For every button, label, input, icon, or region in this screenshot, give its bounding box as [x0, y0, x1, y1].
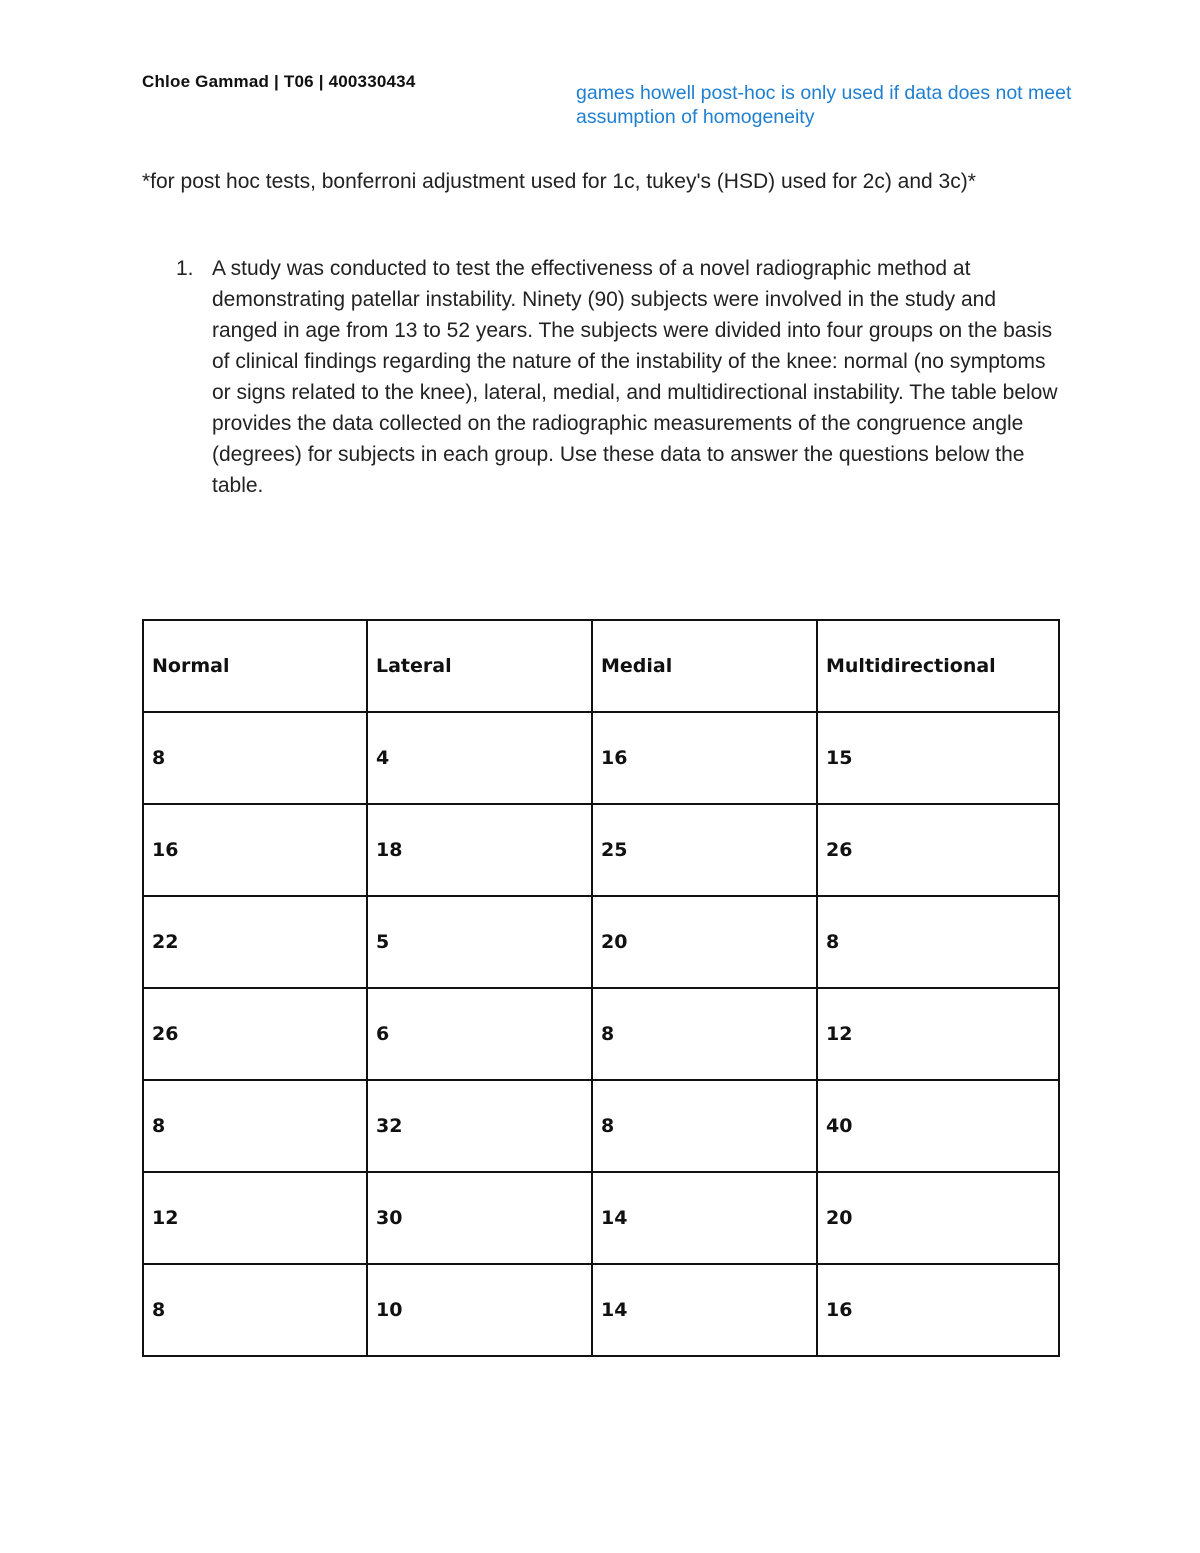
table-cell: 30: [367, 1172, 592, 1264]
table-cell: 16: [592, 712, 817, 804]
table-row: [143, 1264, 1059, 1356]
table-cell: 14: [592, 1172, 817, 1264]
table-cell: 32: [367, 1080, 592, 1172]
table-cell: 10: [367, 1264, 592, 1356]
student-header: Chloe Gammad | T06 | 400330434: [142, 72, 416, 91]
table-cell: 4: [367, 712, 592, 804]
table-cell: 16: [817, 1264, 1059, 1356]
header-normal: Normal: [143, 620, 367, 712]
table-cell: 40: [817, 1080, 1059, 1172]
table-cell: 16: [143, 804, 367, 896]
table-cell: 8: [592, 988, 817, 1080]
table-cell: 8: [817, 896, 1059, 988]
table-cell: 25: [592, 804, 817, 896]
table-cell: 26: [817, 804, 1059, 896]
table-header-row: [143, 620, 1059, 712]
table-cell: 6: [367, 988, 592, 1080]
question-number: 1.: [176, 257, 194, 280]
table-cell: 18: [367, 804, 592, 896]
table-cell: 20: [817, 1172, 1059, 1264]
post-hoc-instructions: *for post hoc tests, bonferroni adjustment used for 1c, tukey's (HSD) used for 2c) and 3c)*: [142, 170, 976, 193]
table-cell: 15: [817, 712, 1059, 804]
table-cell: 12: [143, 1172, 367, 1264]
table-cell: 14: [592, 1264, 817, 1356]
margin-comment: games howell post-hoc is only used if data does not meet assumption of homogeneity: [576, 82, 1072, 128]
table-row: [143, 1172, 1059, 1264]
table-row: [143, 804, 1059, 896]
table-cell: 8: [592, 1080, 817, 1172]
question-text: A study was conducted to test the effectiveness of a novel radiographic method at demonstrating patellar instability. Ninety (90) subjects were involved in the study and ranged in age from 13 to 52 years. The subjects were divided into four groups on the basis of clinical findings regarding the nature of the instability of the knee: normal (no symptoms or signs related to the knee), lateral, medial, and multidirectional instability. The table below provides the data collected on the radiographic measurements of the congruence angle (degrees) for subjects in each group. Use these data to answer the questions below the table.: [212, 257, 1058, 497]
header-multidirectional: Multidirectional: [817, 620, 1059, 712]
table-row: [143, 1080, 1059, 1172]
table-cell: 12: [817, 988, 1059, 1080]
table-row: [143, 988, 1059, 1080]
table-cell: 22: [143, 896, 367, 988]
header-lateral: Lateral: [367, 620, 592, 712]
table-cell: 20: [592, 896, 817, 988]
table-cell: 8: [143, 712, 367, 804]
table-cell: 8: [143, 1080, 367, 1172]
table-row: [143, 896, 1059, 988]
table-cell: 26: [143, 988, 367, 1080]
table-cell: 5: [367, 896, 592, 988]
table-row: [143, 712, 1059, 804]
header-medial: Medial: [592, 620, 817, 712]
table-cell: 8: [143, 1264, 367, 1356]
congruence-angle-table: [142, 619, 1060, 1357]
